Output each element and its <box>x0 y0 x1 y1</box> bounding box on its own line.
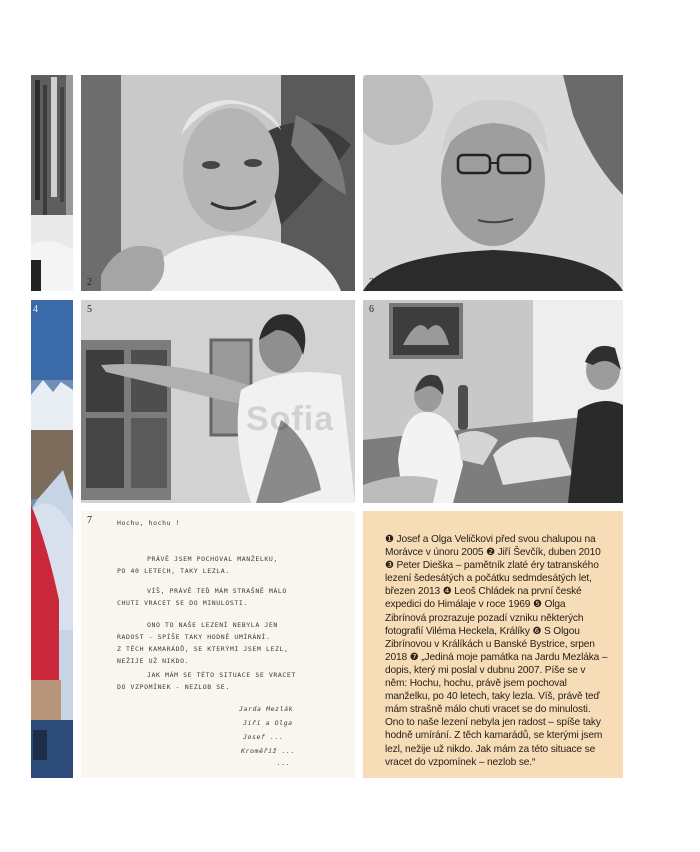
caption-item: Leoš Chládek na první české expedici do Himálaje v roce 1969 <box>385 586 582 611</box>
letter-signature: ... <box>277 759 291 767</box>
caption-bullet: ❷ <box>486 547 495 559</box>
photo-6-interview <box>363 300 623 503</box>
letter-line: CHUTI VRACET SE DO MINULOSTI. <box>117 599 248 607</box>
photo-4-expedition <box>31 300 73 778</box>
caption-bullet: ❼ <box>409 651 419 663</box>
photo-number: 7 <box>87 515 92 526</box>
letter-line: Hochu, hochu ! <box>117 519 181 527</box>
caption-item: Jiří Ševčík, duben 2010 <box>497 547 601 559</box>
letter-line: JAK MÁM SE TÉTO SITUACE SE VRACET <box>147 671 296 679</box>
photo-number: 5 <box>87 304 92 315</box>
letter-line: RADOST - SPÍŠE TAKY HODNĚ UMÍRÁNÍ. <box>117 633 271 641</box>
photo-number: 1 <box>33 278 38 289</box>
letter-line: DO VZPOMÍNEK - NEZLOB SE. <box>117 683 230 691</box>
caption-item: Peter Dieška – pamětník zlaté éry tatranského lezení šedesátých a počátku sedmdesátých let, březen 2013 <box>385 560 599 598</box>
photo-2-portrait <box>81 75 355 291</box>
photo-3-portrait <box>363 75 623 291</box>
caption-bullet: ❺ <box>532 599 542 611</box>
letter-signature: Jarda Mezlák <box>239 705 294 713</box>
letter-signature: Kroměříž ... <box>241 747 296 755</box>
letter-signature: Jiří a Olga <box>243 719 293 727</box>
letter-line: VÍŠ, PRÁVĚ TEĎ MÁM STRAŠNĚ MÁLO <box>147 587 287 595</box>
letter-signature: Josef ... <box>243 733 284 741</box>
letter-line: PRÁVĚ JSEM POCHOVAL MANŽELKU, <box>147 555 278 563</box>
photo-1-strip <box>31 75 73 291</box>
caption-item: Josef a Olga Veličkovi před svou chalupou na Morávce v únoru 2005 <box>385 534 596 559</box>
caption-box <box>363 511 623 778</box>
caption-bullet: ❶ <box>385 534 394 545</box>
photo-number: 3 <box>369 277 374 288</box>
caption-item: „Jediná moje památka na Jardu Mezláka – dopis, který mi poslal v dubnu 2007. Píše se v něm: Hochu, hochu, právě jsem pochoval manželku, po 40 letech, taky lezla. Víš, právě teď mám strašně málo chuti vracet se do minulosti. Ono to naše lezení nebyla jen radost – spíše taky hodně umírání. Z těch kamarádů, se kterými jsem lezl, nežije už nikdo. Jak mám za této situace se vracet do vzpomínek – nezlob se.“ <box>385 651 608 768</box>
caption-bullet: ❹ <box>442 586 452 598</box>
letter-line: ONO TO NAŠE LEZENÍ NEBYLA JEN <box>147 621 278 629</box>
letter-line: NEŽIJE UŽ NIKDO. <box>117 657 190 665</box>
letter-line: Z TĚCH KAMARÁDŮ, SE KTERÝMI JSEM LEZL, <box>117 645 289 653</box>
caption-bullet: ❸ <box>385 560 394 572</box>
caption-item: S Olgou Zibrínovou v Králíkách u Banské Bystrice, srpen 2018 <box>385 625 595 663</box>
photo-number: 2 <box>87 277 92 288</box>
caption-bullet: ❻ <box>532 625 542 637</box>
photo-number: 4 <box>33 304 38 315</box>
photo-number: 6 <box>369 304 374 315</box>
caption-text <box>385 533 609 769</box>
watermark: Sofia <box>246 400 335 438</box>
caption-item: Olga Zibrínová prozrazuje pozadí vzniku některých fotografií Viléma Heckela, Králíky <box>385 599 584 637</box>
photo-7-letter <box>81 511 355 778</box>
letter-line: PO 40 LETECH, TAKY LEZLA. <box>117 567 230 575</box>
